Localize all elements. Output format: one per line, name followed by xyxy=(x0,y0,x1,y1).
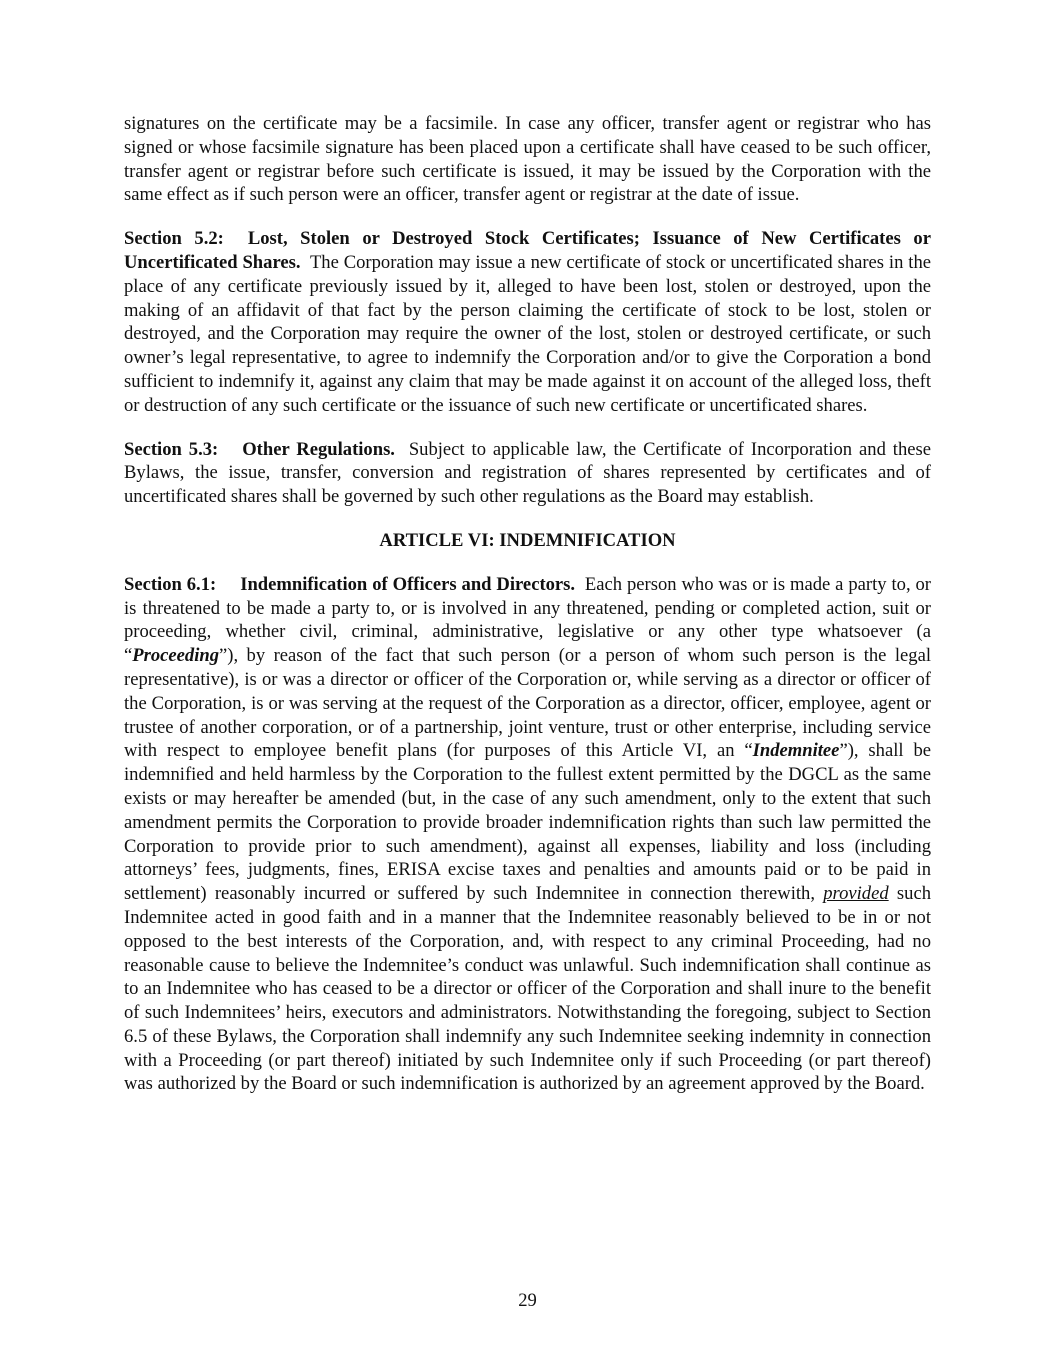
section-6-1-body-part-4: such Indemnitee acted in good faith and in a manner that the Indemnitee reasonably believed to be in or not opposed to the best interests of the Corporation, and, with respect to any criminal Proceeding, had no reasonable cause to believe the Indemnitee’s conduct was unlawful. Such indemnification shall continue as to an Indemnitee who has ceased to be a director or officer of the Corporation and shall inure to the benefit of such Indemnitees’ heirs, executors and administrators. Notwithstanding the foregoing, subject to Section 6.5 of these Bylaws, the Corporation shall indemnify any such Indemnitee seeking indemnity in connection with a Proceeding (or part thereof) initiated by such Indemnitee only if such Proceeding (or part thereof) was authorized by the Board or such indemnification is authorized by an agreement approved by the Board. xyxy=(124,883,931,1095)
defined-term-proceeding: Proceeding xyxy=(132,645,220,667)
section-5-2-title: Lost, Stolen or Destroyed Stock Certificates; Issuance of New Certificates or Uncertificated Shares. xyxy=(124,228,931,273)
section-5-2-body: The Corporation may issue a new certificate of stock or uncertificated shares in the place of any certificate previously issued by it, alleged to have been lost, stolen or destroyed, upon the making of an affidavit of that fact by the person claiming the certificate of stock to be lost, stolen or destroyed, and the Corporation may require the owner of the lost, stolen or destroyed certificate, or such owner’s legal representative, to agree to indemnify the Corporation and/or to give the Corporation a bond sufficient to indemnify it, against any claim that may be made against it on account of the alleged loss, theft or destruction of any such certificate or the issuance of such new certificate or uncertificated shares. xyxy=(124,251,931,416)
section-6-1-title: Indemnification of Officers and Directors. xyxy=(240,573,576,595)
section-5-2 xyxy=(124,227,931,417)
section-5-2-label: Section 5.2: xyxy=(124,228,224,250)
section-6-1 xyxy=(124,573,931,1097)
section-6-1-body-part-1: Each person who was or is made a party to, or is threatened to be made a party to, or is involved in any threatened, pending or completed action, suit or proceeding, whether civil, criminal, administrative, legislative or any other type whatsoever (a “ xyxy=(124,573,932,667)
section-6-1-label: Section 6.1: xyxy=(124,573,217,595)
section-6-1-body-part-2: ”), by reason of the fact that such person (or a person of whom such person is the legal representative), is or was a director or officer of the Corporation or, while serving as a director or officer of the Corporation, is or was serving at the request of the Corporation as a director, officer, employee, agent or trustee of another corporation, or of a partnership, joint venture, trust or other enterprise, including service with respect to employee benefit plans (for purposes of this Article VI, an “ xyxy=(124,645,931,762)
paragraph-continuation: signatures on the certificate may be a facsimile. In case any officer, transfer agent or registrar who has signed or whose facsimile signature has been placed upon a certificate shall have ceased to be such officer, transfer agent or registrar before such certificate is issued, it may be issued by the Corporation with the same effect as if such person were an officer, transfer agent or registrar at the date of issue. xyxy=(124,113,931,206)
defined-term-indemnitee: Indemnitee xyxy=(752,740,840,762)
section-5-3-label: Section 5.3: xyxy=(124,438,219,460)
section-5-3 xyxy=(124,438,931,509)
article-heading: ARTICLE VI: INDEMNIFICATION xyxy=(379,529,676,551)
section-6-1-body-part-3: ”), shall be indemnified and held harmless by the Corporation to the fullest extent permitted by the DGCL as the same exists or may hereafter be amended (but, in the case of any such amendment, only to the extent that such amendment permits the Corporation to provide broader indemnification rights than such law permitted the Corporation to provide prior to such amendment), against all expenses, liability and loss (including attorneys’ fees, judgments, fines, ERISA excise taxes and penalties and amounts paid or to be paid in settlement) reasonably incurred or suffered by such Indemnitee in connection therewith, xyxy=(124,740,931,905)
term-provided: provided xyxy=(823,883,889,905)
document-page xyxy=(124,112,931,1116)
section-5-3-body: Subject to applicable law, the Certificate of Incorporation and these Bylaws, the issue, transfer, conversion and registration of shares represented by certificates and of uncertificated shares shall be governed by such other regulations as the Board may establish. xyxy=(124,438,931,508)
page-number: 29 xyxy=(518,1290,537,1311)
section-5-3-title: Other Regulations. xyxy=(242,438,395,460)
